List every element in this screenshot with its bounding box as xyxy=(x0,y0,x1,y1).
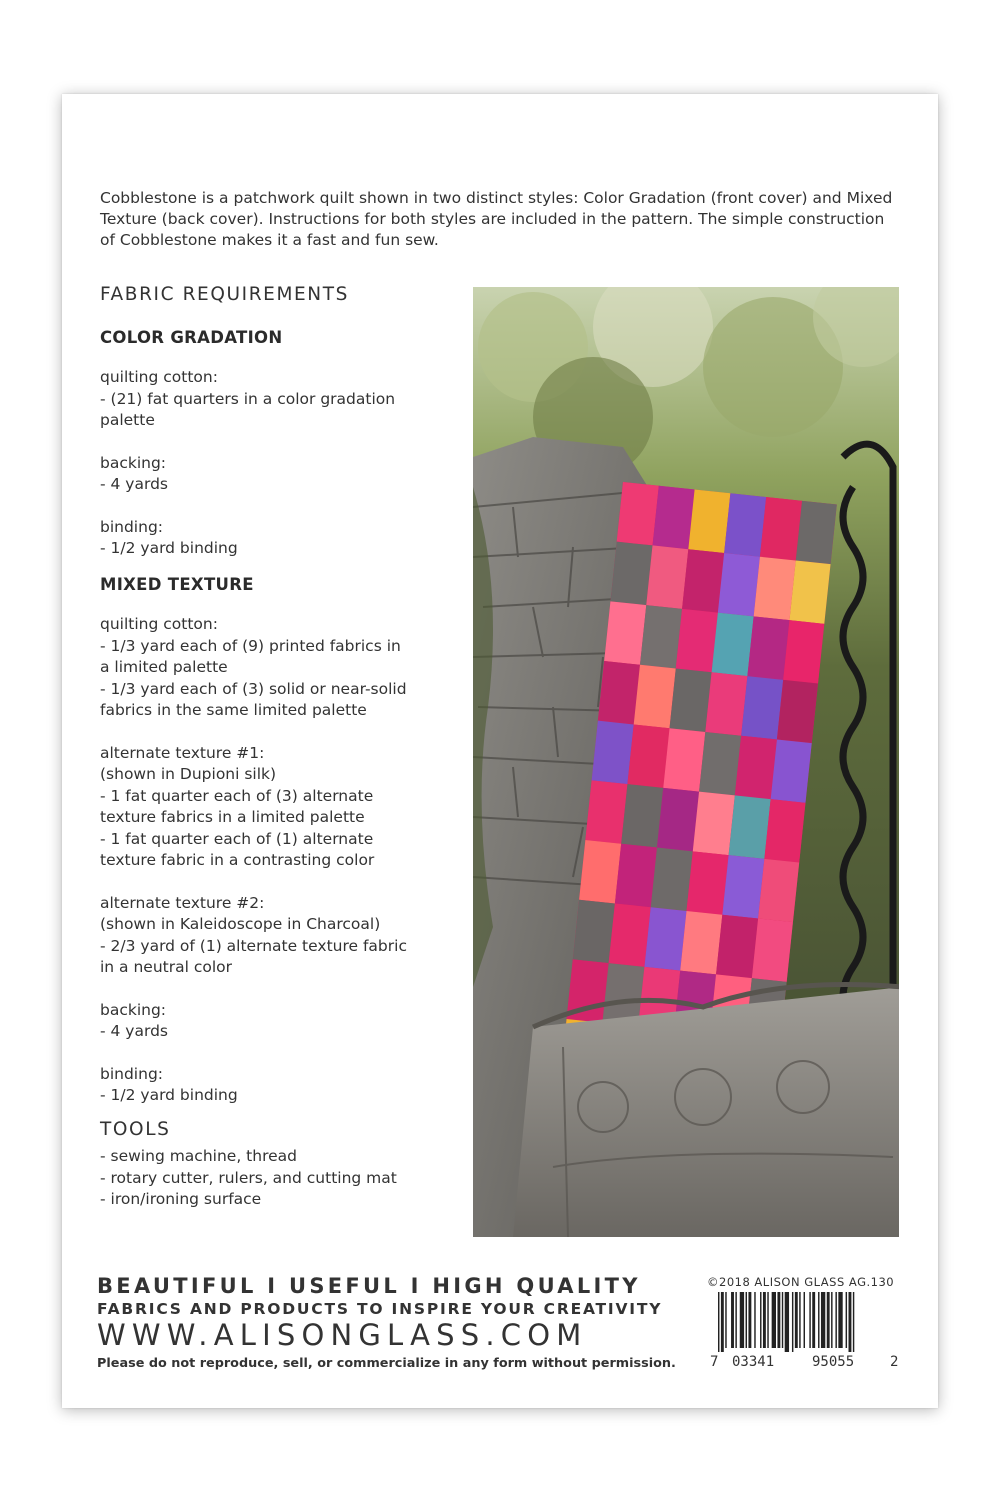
mt-backing-value: - 4 yards xyxy=(100,1022,168,1040)
barcode-digit-group: 95055 xyxy=(812,1354,855,1370)
website-link[interactable]: WWW.ALISONGLASS.COM xyxy=(97,1318,588,1352)
barcode-bar xyxy=(731,1292,734,1348)
barcode-bar xyxy=(831,1292,832,1348)
cg-binding-block xyxy=(100,517,450,560)
barcode-bar xyxy=(835,1292,836,1348)
cg-quilting-line: palette xyxy=(100,411,155,429)
tools-item: - iron/ironing surface xyxy=(100,1190,262,1208)
barcode-bar xyxy=(795,1292,798,1348)
tools-list xyxy=(100,1146,450,1211)
mt-alt1-line: (shown in Dupioni silk) xyxy=(100,765,277,783)
mt-alt1-block xyxy=(100,743,450,872)
tools-item: - sewing machine, thread xyxy=(100,1147,297,1165)
cg-backing-label: backing: xyxy=(100,453,167,472)
cg-quilting-label: quilting cotton: xyxy=(100,368,218,386)
mt-backing-label: backing: xyxy=(100,1000,167,1019)
barcode-bar xyxy=(721,1292,724,1352)
barcode-bar xyxy=(785,1292,789,1352)
mt-alt1-line: - 1 fat quarter each of (3) alternate xyxy=(100,786,374,805)
barcode-bar xyxy=(804,1292,805,1348)
barcode-bar xyxy=(799,1292,800,1348)
barcode-bar xyxy=(725,1292,726,1348)
barcode-bar xyxy=(760,1292,761,1348)
barcode-bar xyxy=(809,1292,810,1348)
mt-alt2-line: - 2/3 yard of (1) alternate texture fabric xyxy=(100,936,407,955)
barcode-bar xyxy=(718,1292,719,1352)
brand-subline: FABRICS AND PRODUCTS TO INSPIRE YOUR CREATIVITY xyxy=(97,1300,663,1318)
barcode-bar xyxy=(748,1292,751,1348)
mt-quilting-line: - 1/3 yard each of (9) printed fabrics in xyxy=(100,636,401,655)
barcode-bar xyxy=(767,1292,768,1348)
barcode-bar xyxy=(812,1292,815,1348)
barcode-bar xyxy=(772,1292,776,1348)
pattern-back-cover xyxy=(62,94,938,1408)
barcode-bar xyxy=(846,1292,847,1348)
barcode-bar xyxy=(792,1292,793,1352)
cg-binding-label: binding: xyxy=(100,517,163,536)
mt-alt2-line: (shown in Kaleidoscope in Charcoal) xyxy=(100,915,381,933)
mt-binding-value: - 1/2 yard binding xyxy=(100,1086,238,1104)
tools-item: - rotary cutter, rulers, and cutting mat xyxy=(100,1168,397,1187)
barcode-bar xyxy=(763,1292,766,1348)
barcode-bar xyxy=(827,1292,830,1348)
mt-binding-label: binding: xyxy=(100,1064,163,1083)
copyright-notice: Please do not reproduce, sell, or commercialize in any form without permission. xyxy=(97,1356,676,1371)
barcode-bar xyxy=(754,1292,755,1348)
mt-quilting-line: a limited palette xyxy=(100,658,228,676)
tools-heading: TOOLS xyxy=(100,1118,171,1140)
barcode-bar xyxy=(821,1292,825,1348)
cg-binding-value: - 1/2 yard binding xyxy=(100,539,238,557)
barcode-bar xyxy=(853,1292,854,1352)
mt-alt1-line: texture fabrics in a limited palette xyxy=(100,808,365,826)
cg-backing-block xyxy=(100,453,450,496)
cg-backing-value: - 4 yards xyxy=(100,475,168,493)
color-gradation-heading: COLOR GRADATION xyxy=(100,327,283,347)
barcode-bar xyxy=(777,1292,780,1348)
mt-alt1-line: - 1 fat quarter each of (1) alternate xyxy=(100,829,374,848)
quilt-photo xyxy=(473,287,899,1237)
mt-quilting-block xyxy=(100,614,450,722)
barcode-bar xyxy=(849,1292,852,1352)
barcode-bar xyxy=(735,1292,736,1348)
barcode-digit-group: 03341 xyxy=(732,1354,775,1370)
mt-backing-block xyxy=(100,1000,450,1043)
mixed-texture-heading: MIXED TEXTURE xyxy=(100,574,254,594)
barcode-bar xyxy=(818,1292,819,1348)
requirements-column xyxy=(100,284,450,1211)
intro-paragraph: Cobblestone is a patchwork quilt shown in two distinct styles: Color Gradation (front cover) and Mixed Texture (back cover). Instructions for both styles are included in the pattern. The simple construction of Cobblestone makes it a fast and fun sew. xyxy=(100,188,893,249)
barcode-digit-group: 7 xyxy=(710,1354,719,1370)
barcode-bar xyxy=(746,1292,747,1348)
barcode-bar xyxy=(782,1292,783,1348)
mt-binding-block xyxy=(100,1064,450,1107)
barcode-bar xyxy=(838,1292,842,1348)
mt-alt2-block xyxy=(100,893,450,979)
copyright-label: ©2018 ALISON GLASS AG.130 xyxy=(707,1275,895,1289)
mt-quilting-label: quilting cotton: xyxy=(100,615,218,633)
mt-quilting-line: fabrics in the same limited palette xyxy=(100,701,367,719)
cg-quilting-line: - (21) fat quarters in a color gradation xyxy=(100,389,396,408)
fabric-requirements-heading: FABRIC REQUIREMENTS xyxy=(100,284,349,305)
mt-alt2-label: alternate texture #2: xyxy=(100,893,265,912)
footer-branding xyxy=(97,1274,697,1371)
mt-alt1-label: alternate texture #1: xyxy=(100,743,265,762)
mt-alt2-line: in a neutral color xyxy=(100,958,233,976)
cg-quilting-block xyxy=(100,367,450,432)
mt-alt1-line: texture fabric in a contrasting color xyxy=(100,851,375,869)
brand-tagline: BEAUTIFUL I USEFUL I HIGH QUALITY xyxy=(97,1274,641,1298)
mt-quilting-line: - 1/3 yard each of (3) solid or near-solid xyxy=(100,679,407,698)
barcode xyxy=(718,1292,896,1352)
barcode-digit-group: 2 xyxy=(890,1354,899,1370)
barcode-bar xyxy=(740,1292,744,1348)
